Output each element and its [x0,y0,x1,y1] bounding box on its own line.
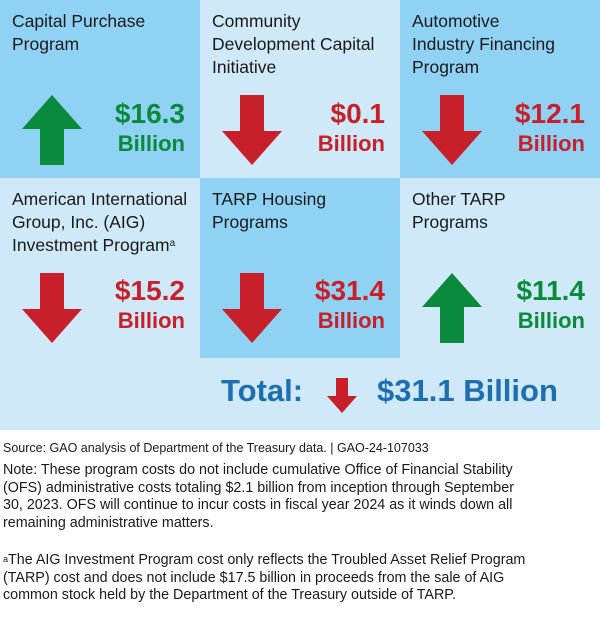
program-cell-community-development [200,0,400,178]
amount-unit: Billion [317,131,385,156]
title-line: Other TARP [412,189,506,209]
arrow-down-icon [222,95,282,165]
amount-value: $12.1 [514,98,585,129]
amount-unit: Billion [517,308,585,333]
title-line: Community [212,11,301,31]
program-amount [315,277,385,332]
footnote-text [3,552,597,605]
note-text [3,462,597,532]
amount-value: $11.4 [516,275,585,306]
amount-value: $16.3 [114,98,185,129]
arrow-down-icon [22,273,82,343]
program-cell-tarp-housing [200,178,400,358]
arrow-down-shape [327,378,357,413]
amount-unit: Billion [117,131,185,156]
program-title [412,10,596,79]
title-line: Capital Purchase [12,11,146,31]
program-title [212,10,396,79]
arrow-down-icon [422,95,482,165]
title-line: Automotive [412,11,500,31]
title-line: Program [412,57,480,77]
footnote-line: The AIG Investment Program cost only reflects the Troubled Asset Relief Program [8,552,526,568]
arrow-up-icon [22,95,82,165]
amount-value: $31.4 [314,275,385,306]
note-line: 30, 2023. OFS will continue to incur costs in fiscal year 2024 as it winds down all [3,497,513,513]
amount-unit: Billion [317,308,385,333]
total-label: Total: [221,373,304,408]
program-amount [515,100,585,155]
program-cell-other-tarp [400,178,600,358]
arrow-down-shape [222,95,282,165]
footnote-line: common stock held by the Department of the Treasury outside of TARP. [3,587,456,603]
title-line: Investment Program [12,235,170,255]
arrow-down-shape [22,273,82,343]
arrow-down-shape [422,95,482,165]
arrow-up-icon [422,273,482,343]
program-amount [115,100,185,155]
program-amount [115,277,185,332]
arrow-down-icon [222,273,282,343]
arrow-up-shape [22,95,82,165]
title-line: TARP Housing [212,189,327,209]
amount-unit: Billion [117,308,185,333]
note-line: (OFS) administrative costs totaling $2.1 billion from inception through September [3,479,514,496]
footnote-line: (TARP) cost and does not include $17.5 billion in proceeds from the sale of AIG [3,569,505,586]
amount-unit: Billion [517,131,585,156]
amount-value: $15.2 [114,275,185,306]
footnote-mark: a [169,238,176,249]
arrow-down-shape [222,273,282,343]
program-cell-aig [0,178,200,358]
title-line: Development Capital [212,34,375,54]
title-line: Programs [412,212,488,232]
arrow-down-icon [327,377,357,414]
title-line: Programs [212,212,288,232]
program-cell-automotive [400,0,600,178]
note-line: Note: These program costs do not include cumulative Office of Financial Stability [3,462,513,478]
source-line: Source: GAO analysis of Department of the Treasury data. | GAO-24-107033 [3,441,429,455]
total-banner [0,358,600,430]
program-title [12,188,196,257]
title-line: Group, Inc. (AIG) [12,212,146,232]
program-amount [516,277,585,332]
program-title [412,188,596,234]
title-line: Initiative [212,57,277,77]
program-title [12,10,196,56]
title-line: Industry Financing [412,34,555,54]
title-line: Program [12,34,80,54]
amount-value: $0.1 [330,98,385,129]
program-title [212,188,396,234]
total-value: $31.1 Billion [377,373,558,408]
program-amount [318,100,385,155]
footnote-mark: a [3,554,9,564]
title-line: American International [12,189,188,209]
note-line: remaining administrative matters. [3,514,214,531]
program-cell-capital-purchase [0,0,200,178]
arrow-up-shape [422,273,482,343]
